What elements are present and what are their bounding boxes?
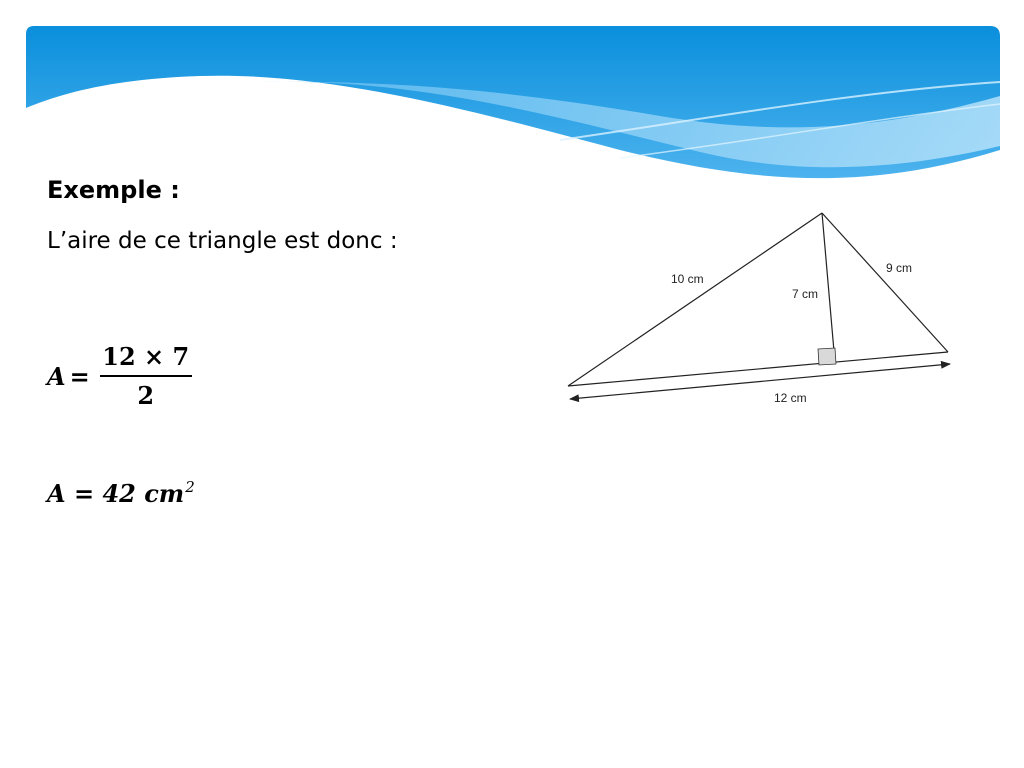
triangle-side-right [822, 213, 948, 352]
area-result-text: A = 42 cm [47, 479, 185, 508]
fraction [100, 342, 192, 410]
triangle-side-left [568, 213, 822, 386]
formula-lhs: A [47, 361, 66, 391]
formula-equals: = [69, 361, 90, 391]
label-height: 7 cm [792, 287, 819, 301]
slide-header-wave [0, 0, 1024, 190]
fraction-numerator: 12 × 7 [100, 342, 192, 377]
triangle-figure [560, 200, 960, 415]
label-side-right: 9 cm [886, 261, 913, 275]
intro-text: L’aire de ce triangle est donc : [47, 228, 398, 254]
example-heading: Exemple : [47, 176, 180, 204]
label-base: 12 cm [774, 391, 807, 405]
triangle-height [822, 213, 835, 363]
area-formula-fraction [47, 340, 192, 412]
label-side-left: 10 cm [671, 272, 704, 286]
right-angle-marker [818, 348, 836, 365]
fraction-denominator: 2 [137, 381, 155, 410]
area-result-formula [47, 478, 195, 508]
area-result-exponent: 2 [185, 478, 195, 496]
